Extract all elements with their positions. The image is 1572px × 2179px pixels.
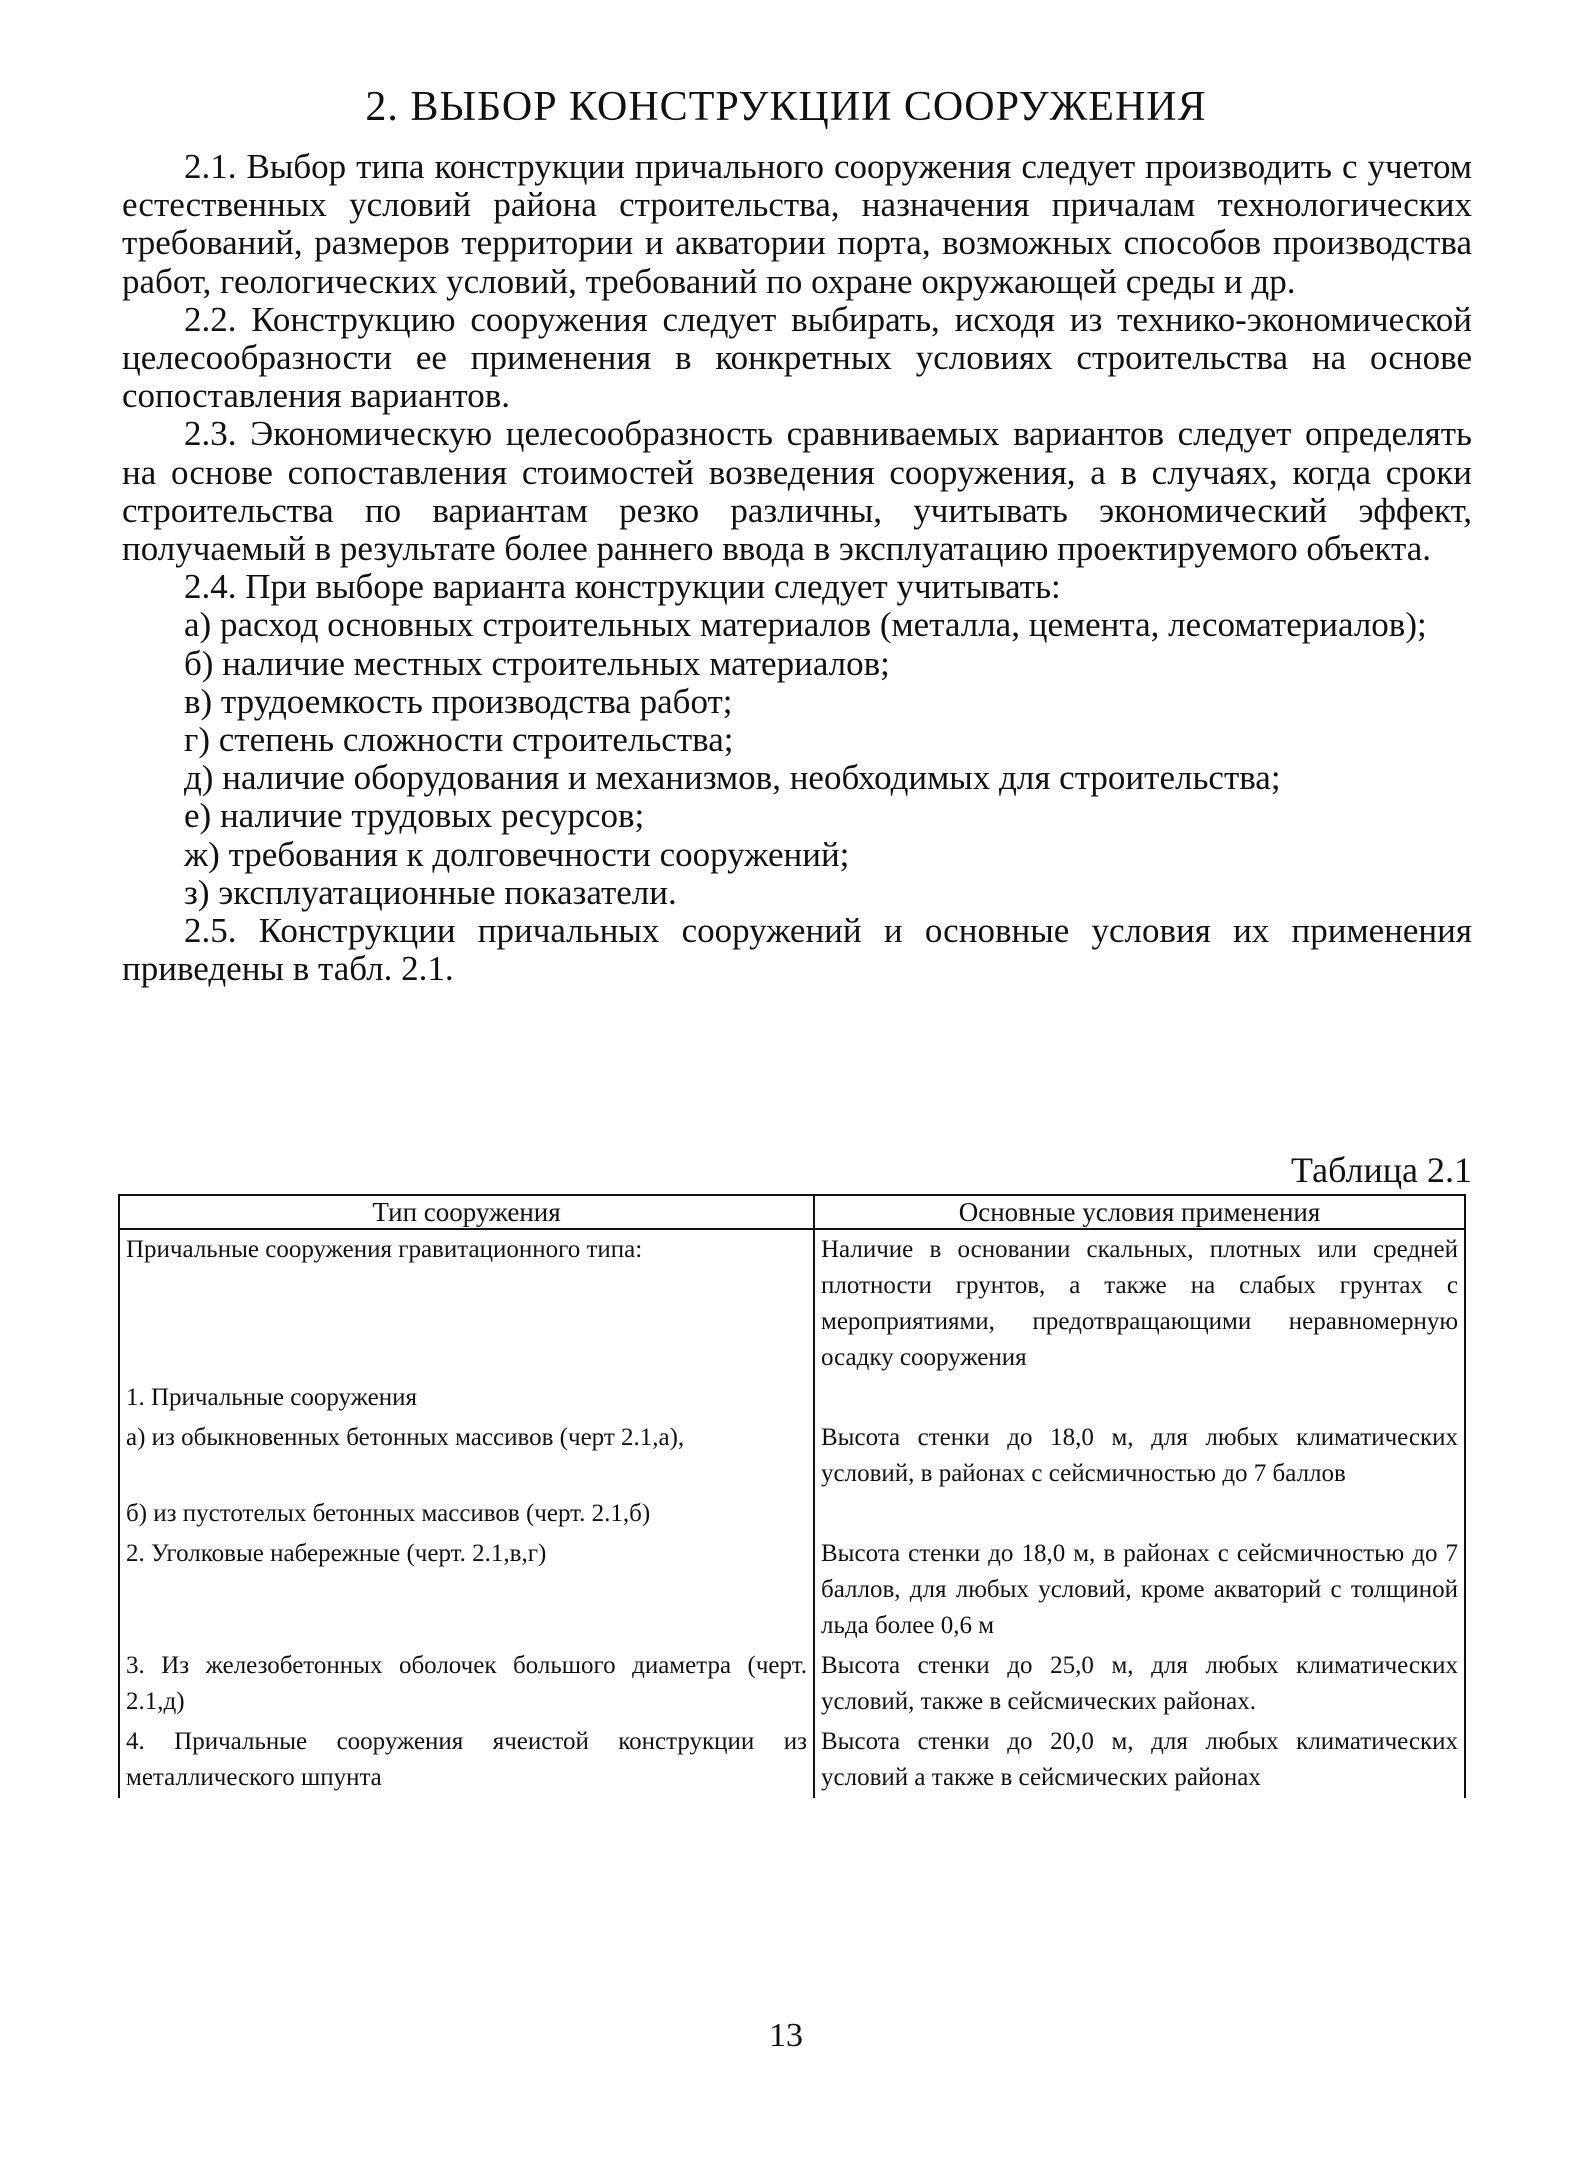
table-cell-conditions (814, 1494, 1465, 1534)
table-cell-type: Причальные сооружения гравитационного типа: (119, 1229, 814, 1378)
table-row (119, 1418, 1465, 1494)
table-row (119, 1646, 1465, 1722)
table-row (119, 1378, 1465, 1418)
table-cell-conditions: Высота стенки до 25,0 м, для любых климатических условий, также в сейсмических районах. (814, 1646, 1465, 1722)
table-cell-conditions: Высота стенки до 18,0 м, для любых климатических условий, в районах с сейсмичностью до 7 баллов (814, 1418, 1465, 1494)
table-cell-conditions: Высота стенки до 18,0 м, в районах с сейсмичностью до 7 баллов, для любых условий, кроме акваторий с толщиной льда более 0,6 м (814, 1534, 1465, 1646)
paragraph-2-1: 2.1. Выбор типа конструкции причального сооружения следует производить с учетом естественных условий района строительства, назначения причалам технологических требований, размеров территории и акватории порта, возможных способов производства работ, геологических условий, требований по охране окружающей среды и др. (122, 147, 1472, 301)
list-item-v: в) трудоемкость производства работ; (184, 681, 733, 721)
table-header-conditions: Основные условия применения (814, 1195, 1465, 1229)
table-cell-type: а) из обыкновенных бетонных массивов (черт 2.1,а), (119, 1418, 814, 1494)
list-item-zh: ж) требования к долговечности сооружений; (184, 834, 850, 874)
paragraph-2-2: 2.2. Конструкцию сооружения следует выбирать, исходя из технико-экономической целесообразности ее применения в конкретных условиях строительства на основе сопоставления вариантов. (122, 299, 1472, 416)
table-cell-type: 1. Причальные сооружения (119, 1378, 814, 1418)
table-row (119, 1494, 1465, 1534)
paragraph-2-4: 2.4. При выборе варианта конструкции следует учитывать: (184, 567, 1061, 607)
body-text (122, 148, 1472, 988)
table-header-row (119, 1195, 1465, 1229)
list-item-e: е) наличие трудовых ресурсов; (184, 796, 645, 836)
table-caption: Таблица 2.1 (1291, 1150, 1472, 1190)
paragraph-2-3: 2.3. Экономическую целесообразность сравниваемых вариантов следует определять на основе сопоставления стоимостей возведения сооружения, а в случаях, когда сроки строительства по вариантам резко различны, учитывать экономический эффект, получаемый в результате более раннего ввода в эксплуатацию проектируемого объекта. (122, 414, 1472, 569)
list-item-a: а) расход основных строительных материалов (металла, цемента, лесоматериалов); (184, 605, 1427, 645)
page-number: 13 (769, 2017, 803, 2054)
table-cell-type: 3. Из железобетонных оболочек большого диаметра (черт. 2.1,д) (119, 1646, 814, 1722)
paragraph-2-5: 2.5. Конструкции причальных сооружений и основные условия их применения приведены в табл. 2.1. (122, 911, 1472, 989)
table-row (119, 1722, 1465, 1798)
table-cell-type: б) из пустотелых бетонных массивов (черт. 2.1,б) (119, 1494, 814, 1534)
list-item-b: б) наличие местных строительных материалов; (184, 643, 890, 683)
table-cell-type: 2. Уголковые набережные (черт. 2.1,в,г) (119, 1534, 814, 1646)
table-cell-conditions: Наличие в основании скальных, плотных или средней плотности грунтов, а также на слабых грунтах с мероприятиями, предотвращающими неравномерную осадку сооружения (814, 1229, 1465, 1378)
table-row (119, 1229, 1465, 1378)
list-item-z: з) эксплуатационные показатели. (184, 872, 677, 912)
table-cell-type: 4. Причальные сооружения ячеистой конструкции из металлического шпунта (119, 1722, 814, 1798)
list-item-d: д) наличие оборудования и механизмов, необходимых для строительства; (184, 758, 1281, 798)
table-header-type: Тип сооружения (119, 1195, 814, 1229)
structures-table (118, 1194, 1466, 1798)
section-title: 2. ВЫБОР КОНСТРУКЦИИ СООРУЖЕНИЯ (365, 84, 1207, 130)
table-cell-conditions: Высота стенки до 20,0 м, для любых климатических условий а также в сейсмических районах (814, 1722, 1465, 1798)
list-item-g: г) степень сложности строительства; (184, 720, 734, 760)
table-row (119, 1534, 1465, 1646)
table-cell-conditions (814, 1378, 1465, 1418)
